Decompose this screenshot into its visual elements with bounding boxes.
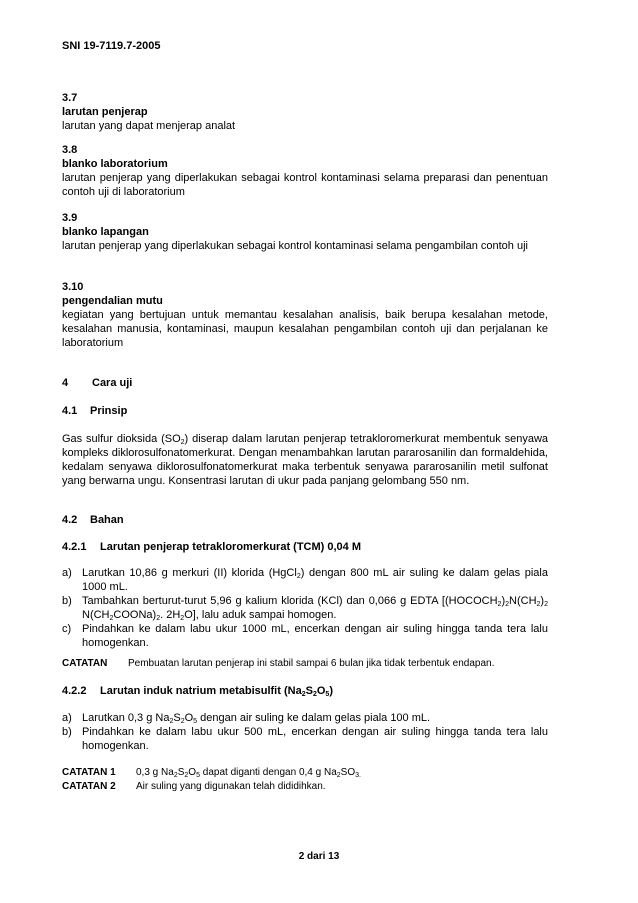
subscript: 2 [156,615,161,622]
definition-term: blanko lapangan [62,226,149,238]
list-item [62,594,548,622]
subscript: 3. [355,772,361,779]
note-text: Pembuatan larutan penjerap ini stabil sampai 6 bulan jika tidak terbentuk endapan. [128,658,495,669]
note-text: O [188,767,197,778]
subscript: 2 [544,601,548,608]
section-4-2-heading [62,514,548,526]
list-item [62,566,548,594]
list-item [62,725,548,753]
subscript: 2 [180,718,185,725]
item-text: ) [540,595,545,607]
definition-term: larutan penjerap [62,106,148,118]
section-number: 4.2.1 [62,541,87,553]
tcm-procedure-list [62,566,548,650]
definition-3-9 [62,211,548,253]
item-text: Larutkan 0,3 g Na [82,712,170,724]
metabisulfite-note-1 [62,766,562,780]
section-title: Prinsip [90,405,128,417]
section-number: 4.2.2 [62,685,87,697]
definition-3-7 [62,91,548,133]
subscript: 2 [180,615,185,622]
definition-3-8 [62,143,548,199]
subscript: 2 [296,573,301,580]
list-marker: b) [62,726,72,738]
note-text: Air suling yang digunakan telah dididihkan. [136,781,326,792]
section-title: S [305,685,313,697]
list-marker: a) [62,567,72,579]
definition-text: larutan yang dapat menjerap analat [62,120,236,132]
standard-code: SNI 19-7119.7-2005 [62,40,161,52]
metabisulfite-procedure-list [62,711,548,753]
definition-3-10 [62,280,548,350]
note-text: 0,3 g Na [136,767,174,778]
subscript: 2 [109,615,114,622]
subscript: 2 [301,691,306,698]
subscript: 2 [336,772,341,779]
subscript: 2 [169,718,174,725]
section-4-1-heading [62,405,548,417]
section-4-2-2-heading [62,685,548,697]
note-text: SO [340,767,356,778]
metabisulfite-note-2 [62,780,562,794]
item-text: N(CH [509,595,537,607]
note-label: CATATAN 1 [62,767,116,778]
definition-text: larutan penjerap yang diperlakukan sebagai kontrol kontaminasi selama preparasi dan penentuan contoh uji di laboratorium [62,172,548,198]
item-text: dengan air suling ke dalam gelas piala 100 mL. [197,712,431,724]
subscript: 5 [325,691,330,698]
section-title: Cara uji [92,377,133,389]
item-text: Pindahkan ke dalam labu ukur 1000 mL, encerkan dengan air suling hingga tanda tera lalu homogenkan. [82,623,548,649]
item-text: N(CH [82,609,110,621]
subscript: 5 [196,772,200,779]
definition-number: 3.8 [62,144,78,156]
item-text: COONa) [113,609,157,621]
item-text: O [184,712,194,724]
definition-number: 3.10 [62,281,84,293]
subscript: 2 [180,439,185,446]
subscript: 2 [497,601,502,608]
section-title: O [316,685,326,697]
principle-paragraph [62,432,548,488]
section-title: Larutan induk natrium metabisulfit (Na [100,685,302,697]
section-number: 4.2 [62,514,78,526]
item-text: O], lalu aduk sampai homogen. [184,609,337,621]
item-text: S [173,712,181,724]
list-item [62,711,548,725]
definition-number: 3.9 [62,212,78,224]
principle-text: Gas sulfur dioksida (SO [62,433,181,445]
section-title: Larutan penjerap tetrakloromerkurat (TCM) 0,04 M [100,541,362,553]
subscript: 2 [505,601,510,608]
item-text: ) [501,595,506,607]
item-text: . 2H [160,609,181,621]
item-text: Larutkan 10,86 g merkuri (II) klorida (HgCl [82,567,297,579]
principle-text: ) diserap dalam larutan penjerap tetrakloromerkurat membentuk senyawa kompleks diklorosulfonatomerkurat. Dengan menambahkan larutan pararosanilin dan formaldehida, kedalam senyawa diklorosulfonatomerkurat maka terbentuk senyawa pararosanilin metil sulfonat yang berwarna ungu. Konsentrasi larutan di ukur pada panjang gelombang 550 nm. [62,433,548,487]
list-marker: b) [62,595,72,607]
section-4-2-1-heading [62,541,548,553]
item-text: Tambahkan berturut-turut 5,96 g kalium klorida (KCl) dan 0,066 g EDTA [(HOCOCH [82,595,498,607]
subscript: 2 [536,601,541,608]
definition-number: 3.7 [62,92,78,104]
definition-text: kegiatan yang bertujuan untuk memantau kesalahan analisis, baik berupa kesalahan metode, kesalahan manusia, kontaminasi, maupun kesalahan pengambilan contoh uji dan perjalanan ke laboratorium [62,309,548,349]
list-marker: c) [62,623,72,635]
item-text: ) dengan 800 mL air suling ke dalam gelas piala 1000 mL. [82,567,548,593]
subscript: 2 [173,772,178,779]
list-marker: a) [62,712,72,724]
note-label: CATATAN [62,658,108,669]
section-title: Bahan [90,514,124,526]
item-text: Pindahkan ke dalam labu ukur 500 mL, encerkan dengan air suling hingga tanda tera lalu homogenkan. [82,726,548,752]
page-number: 2 dari 13 [298,851,340,862]
subscript: 2 [312,691,317,698]
section-number: 4.1 [62,405,78,417]
definition-term: blanko laboratorium [62,158,168,170]
section-title: ) [329,685,333,697]
note-text: dapat diganti dengan 0,4 g Na [199,767,337,778]
section-number: 4 [62,377,69,389]
definition-text: larutan penjerap yang diperlakukan sebagai kontrol kontaminasi selama pengambilan contoh uji [62,240,528,252]
subscript: 2 [184,772,189,779]
section-4-heading [62,377,548,389]
list-item [62,622,548,650]
tcm-note [62,657,562,671]
note-label: CATATAN 2 [62,781,116,792]
note-text: S [177,767,185,778]
subscript: 5 [193,718,198,725]
definition-term: pengendalian mutu [62,295,163,307]
